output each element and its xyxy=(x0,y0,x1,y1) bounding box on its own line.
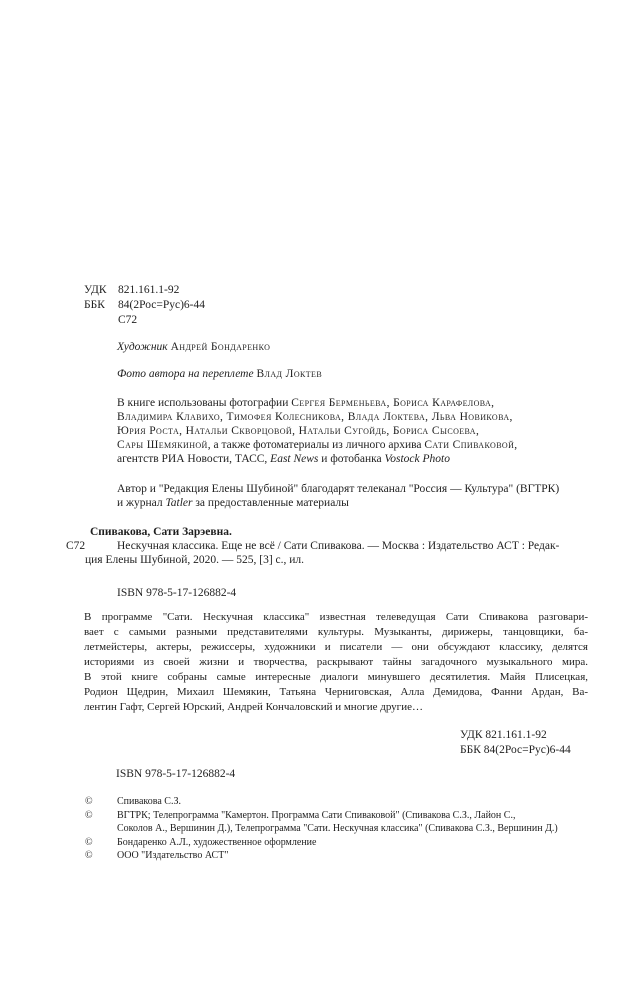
text-segment: Художник xyxy=(117,341,171,353)
copyright-symbol: © xyxy=(85,836,93,848)
text-segment: Фото автора на переплете xyxy=(117,368,257,380)
text-segment: Vostock Photo xyxy=(384,453,450,465)
copyright-text xyxy=(117,849,228,863)
text-line xyxy=(117,424,517,438)
classification-row xyxy=(84,298,205,313)
author-sign: С72 xyxy=(66,540,86,552)
text-line: В программе "Сати. Нескучная классика" известная телеведущая Сати Спивакова разговари- xyxy=(84,611,588,623)
copyright-text xyxy=(117,809,558,836)
text-segment: Сергея Берменьева, Бориса Карафелова, xyxy=(291,397,495,409)
text-line: В этой книге собраны самые интересные диалоги минувшего десятилетия. Майя Плисецкая, xyxy=(84,671,588,683)
text-line: вает с самыми разными представителями культуры. Музыканты, дирижеры, танцовщики, ба- xyxy=(84,626,588,638)
classification-top-block xyxy=(84,283,205,328)
text-segment: , а также фотоматериалы из личного архива xyxy=(207,439,425,451)
classification-bottom-block xyxy=(460,728,571,758)
text-segment: агентств РИА Новости, ТАСС, xyxy=(117,453,271,465)
bibliographic-record xyxy=(66,540,560,567)
text-line xyxy=(117,452,517,466)
text-line: ВГТРК; Телепрограмма "Камертон. Программа Сати Спиваковой" (Спивакова С.З., Лайон С., xyxy=(117,809,516,821)
text-segment: , xyxy=(514,439,518,451)
text-line: Родион Щедрин, Михаил Шемякин, Татьяна Черниговская, Алла Демидова, Фанни Ардан, Ва- xyxy=(84,686,588,698)
photo-credits-paragraph xyxy=(117,396,517,466)
classification-value: 821.161.1-92 xyxy=(118,284,180,296)
udk-bottom-line: УДК 821.161.1-92 xyxy=(460,729,547,741)
text-segment: и журнал xyxy=(117,497,166,509)
text-line: Спивакова С.З. xyxy=(117,796,181,807)
text-segment: Влад Локтев xyxy=(256,368,323,380)
text-segment: Сары Шемякиной xyxy=(117,439,208,451)
text-line xyxy=(117,496,559,510)
text-segment: Tatler xyxy=(165,497,193,509)
text-segment: Юрия Роста, Натальи Скворцовой, Натальи Сугойдь, Бориса Сысоева, xyxy=(117,425,480,437)
text-segment: Автор и "Редакция Елены Шубиной" благодарят телеканал "Россия — Культура" (ВГТРК) xyxy=(117,483,560,495)
text-line: Бондаренко А.Л., художественное оформление xyxy=(117,836,317,848)
artist-credit-line xyxy=(117,341,270,353)
text-line: Нескучная классика. Еще не всё / Сати Спивакова. — Москва : Издательство АСТ : Редак- xyxy=(117,540,560,552)
text-line xyxy=(117,482,559,496)
copyright-row xyxy=(85,849,558,863)
copyright-block xyxy=(85,795,558,863)
text-segment: и фотобанка xyxy=(318,453,385,465)
text-line xyxy=(117,410,517,424)
copyright-text xyxy=(117,795,181,809)
text-line: Соколов А., Вершинин Д.), Телепрограмма "Сати. Нескучная классика" (Спивакова С.З., Вершинин Д.) xyxy=(117,823,558,834)
text-segment: В книге использованы фотографии xyxy=(117,397,292,409)
copyright-text xyxy=(117,836,316,850)
text-segment: Владимира Клавихо, Тимофея Колесникова, Влада Локтева, Льва Новикова, xyxy=(117,411,513,423)
classification-label: УДК xyxy=(84,284,107,296)
isbn-repeat-line: ISBN 978-5-17-126882-4 xyxy=(116,768,236,780)
text-line: ция Елены Шубиной, 2020. — 525, [3] с., ил. xyxy=(85,553,305,566)
classification-value: 84(2Рос=Рус)6-44 xyxy=(118,299,205,311)
classification-row xyxy=(84,313,205,328)
text-line xyxy=(117,396,517,410)
classification-label: ББК xyxy=(84,299,105,311)
copyright-symbol: © xyxy=(85,796,93,807)
copyright-row xyxy=(85,809,558,836)
cover-photo-credit-line xyxy=(117,368,322,380)
copyright-row xyxy=(85,836,558,850)
classification-row xyxy=(84,283,205,298)
classification-label xyxy=(84,313,118,328)
text-line xyxy=(117,438,517,452)
acknowledgements-paragraph xyxy=(117,482,559,510)
annotation-paragraph xyxy=(84,610,588,715)
text-line: историями из своей жизни и творчества, раскрывают тайны загадочного музыкального мира. xyxy=(84,656,588,668)
text-segment: Сати Спиваковой xyxy=(424,439,515,451)
text-segment: за предоставленные материалы xyxy=(192,497,349,509)
text-segment: East News xyxy=(270,453,319,465)
text-line: летмейстеры, актеры, режиссеры, художники и писатели — они обсуждают классику, делятся xyxy=(84,641,588,653)
copyright-row xyxy=(85,795,558,809)
bibliographic-author-header: Спивакова, Сати Зарэевна. xyxy=(90,526,232,538)
classification-value: С72 xyxy=(118,314,138,326)
isbn-line: ISBN 978-5-17-126882-4 xyxy=(117,587,237,599)
text-line: лентин Гафт, Сергей Юрский, Андрей Кончаловский и многие другие… xyxy=(84,701,423,713)
bbk-bottom-line: ББК 84(2Рос=Рус)6-44 xyxy=(460,744,571,756)
bibliographic-description xyxy=(85,540,559,567)
copyright-symbol: © xyxy=(85,809,93,821)
text-segment: Андрей Бондаренко xyxy=(170,341,271,353)
text-line: ООО "Издательство АСТ" xyxy=(117,850,229,861)
copyright-symbol: © xyxy=(85,850,93,861)
